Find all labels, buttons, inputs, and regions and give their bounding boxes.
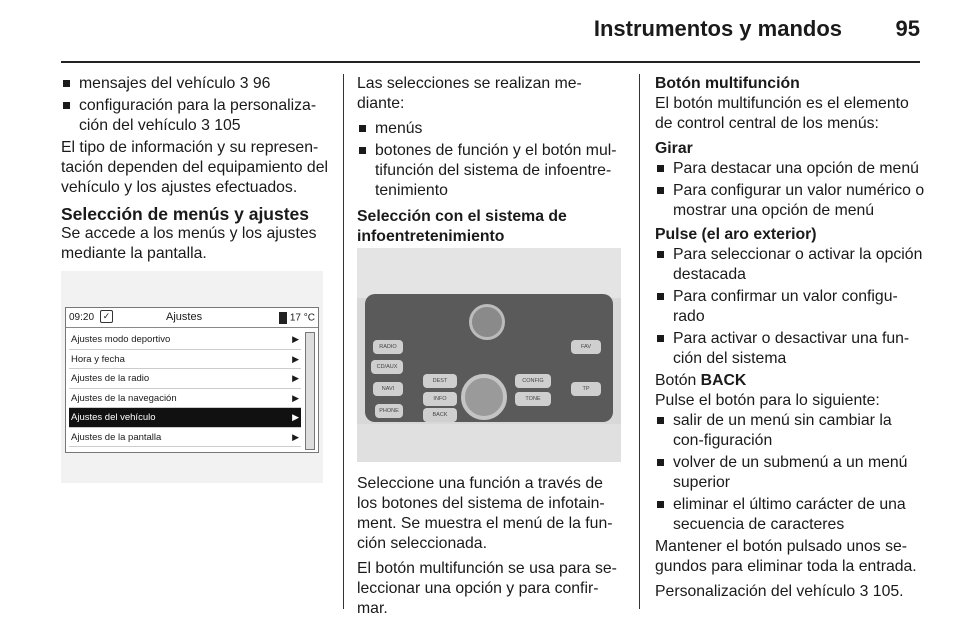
screen-time: 09:20 xyxy=(69,312,95,323)
menu-item-label: Ajustes de la navegación xyxy=(71,392,177,404)
arrow-right-icon: ▶ xyxy=(292,353,299,364)
paragraph: Las selecciones se realizan me-diante: xyxy=(357,75,582,112)
page-header-title: Instrumentos y mandos xyxy=(593,16,842,41)
bullet-item: Para confirmar un valor configu-rado xyxy=(655,287,925,327)
sub-heading-pulse: Pulse (el aro exterior) xyxy=(655,226,817,243)
volume-knob[interactable] xyxy=(469,304,505,340)
display-figure xyxy=(61,271,323,483)
navi-button[interactable]: NAVI xyxy=(373,382,403,396)
bullet-item: volver de un submenú a un menú superior xyxy=(655,453,925,493)
config-button[interactable]: CONFIG xyxy=(515,374,551,388)
fav-button[interactable]: FAV xyxy=(571,340,601,354)
phone-button[interactable]: PHONE xyxy=(375,404,403,418)
section-heading: Selección de menús y ajustes xyxy=(61,204,310,224)
column-3 xyxy=(655,74,925,607)
dest-button[interactable]: DEST xyxy=(423,374,457,388)
page-number: 95 xyxy=(895,16,920,41)
thermometer-icon xyxy=(279,312,287,324)
console-bottom xyxy=(357,424,621,462)
paragraph: El botón multifunción se usa para se-leccionar una opción y para confir-mar. xyxy=(357,560,617,617)
back-button[interactable]: BACK xyxy=(423,408,457,422)
bullet-item: eliminar el último carácter de una secuencia de caracteres xyxy=(655,495,925,535)
back-label: BACK xyxy=(700,372,747,389)
cd-aux-button[interactable]: CD/AUX xyxy=(371,360,403,374)
screen-title: Ajustes xyxy=(166,311,203,323)
screen-header xyxy=(66,308,318,328)
header-rule xyxy=(61,61,920,63)
multifunction-knob[interactable] xyxy=(461,374,507,420)
sub-heading: Botón multifunción xyxy=(655,75,800,92)
display-screen xyxy=(65,307,319,453)
bullet-item: Para destacar una opción de menú xyxy=(655,159,925,179)
menu-item-label: Ajustes de la radio xyxy=(71,373,150,384)
tp-button[interactable]: TP xyxy=(571,382,601,396)
column-1 xyxy=(61,74,331,269)
column-2-lower xyxy=(357,474,627,624)
paragraph: Se accede a los menús y los ajustes mediante la pantalla. xyxy=(61,225,317,262)
scrollbar[interactable] xyxy=(305,332,315,450)
temperature xyxy=(279,312,315,324)
bullet-item: configuración para la personaliza-ción del vehículo 3 105 xyxy=(61,96,331,136)
back-prefix: Botón xyxy=(655,372,701,389)
paragraph: Personalización del vehículo 3 105. xyxy=(655,583,904,600)
bullet-item: Para configurar un valor numérico o mostrar una opción de menú xyxy=(655,181,925,221)
menu-item[interactable] xyxy=(69,389,301,409)
paragraph: El botón multifunción es el elemento de control central de los menús: xyxy=(655,95,909,132)
arrow-right-icon: ▶ xyxy=(292,431,299,442)
arrow-right-icon: ▶ xyxy=(292,334,299,344)
arrow-right-icon: ▶ xyxy=(292,373,299,383)
radio-button[interactable]: RADIO xyxy=(373,340,403,354)
screen-menu-list xyxy=(69,330,301,447)
menu-item[interactable] xyxy=(69,369,301,389)
menu-item-label: Ajustes de la pantalla xyxy=(71,431,162,443)
menu-item-label: Hora y fecha xyxy=(71,353,125,365)
console-figure xyxy=(357,248,621,462)
bullet-item: menús xyxy=(357,119,627,139)
arrow-right-icon: ▶ xyxy=(292,412,299,422)
menu-item[interactable] xyxy=(69,428,301,448)
temperature-value: 17 °C xyxy=(289,312,315,324)
menu-item[interactable] xyxy=(69,330,301,350)
bullet-item: Para seleccionar o activar la opción destacada xyxy=(655,245,925,285)
arrow-right-icon: ▶ xyxy=(292,392,299,403)
paragraph: Mantener el botón pulsado unos se-gundos para eliminar toda la entrada. xyxy=(655,538,917,575)
menu-item-label: Ajustes modo deportivo xyxy=(71,334,171,345)
bullet-item: mensajes del vehículo 3 96 xyxy=(61,74,331,94)
back-line xyxy=(655,371,925,391)
check-icon: ✓ xyxy=(100,310,113,323)
bullet-item: Para activar o desactivar una fun-ción del sistema xyxy=(655,329,925,369)
info-button-left[interactable]: INFO xyxy=(423,392,457,406)
bullet-item: botones de función y el botón mul-tifunción del sistema de infoentre-tenimiento xyxy=(357,141,627,201)
column-divider-2 xyxy=(639,74,640,609)
bullet-item: salir de un menú sin cambiar la con-figuración xyxy=(655,411,925,451)
sub-heading-girar: Girar xyxy=(655,140,693,157)
paragraph: Seleccione una función a través de los botones del sistema de infotain-ment. Se muestra el menú de la fun-ción seleccionada. xyxy=(357,475,613,552)
console-top xyxy=(357,248,621,298)
menu-item-selected[interactable] xyxy=(69,408,301,428)
menu-item-label: Ajustes del vehículo xyxy=(71,412,156,423)
paragraph: Pulse el botón para lo siguiente: xyxy=(655,392,880,409)
column-divider-1 xyxy=(343,74,344,609)
sub-heading: Selección con el sistema de infoentretenimiento xyxy=(357,208,567,245)
tone-button[interactable]: TONE xyxy=(515,392,551,406)
menu-item[interactable] xyxy=(69,350,301,370)
column-2 xyxy=(357,74,627,255)
paragraph: El tipo de información y su represen-tación dependen del equipamiento del vehículo y los ajustes efectuados. xyxy=(61,139,329,196)
